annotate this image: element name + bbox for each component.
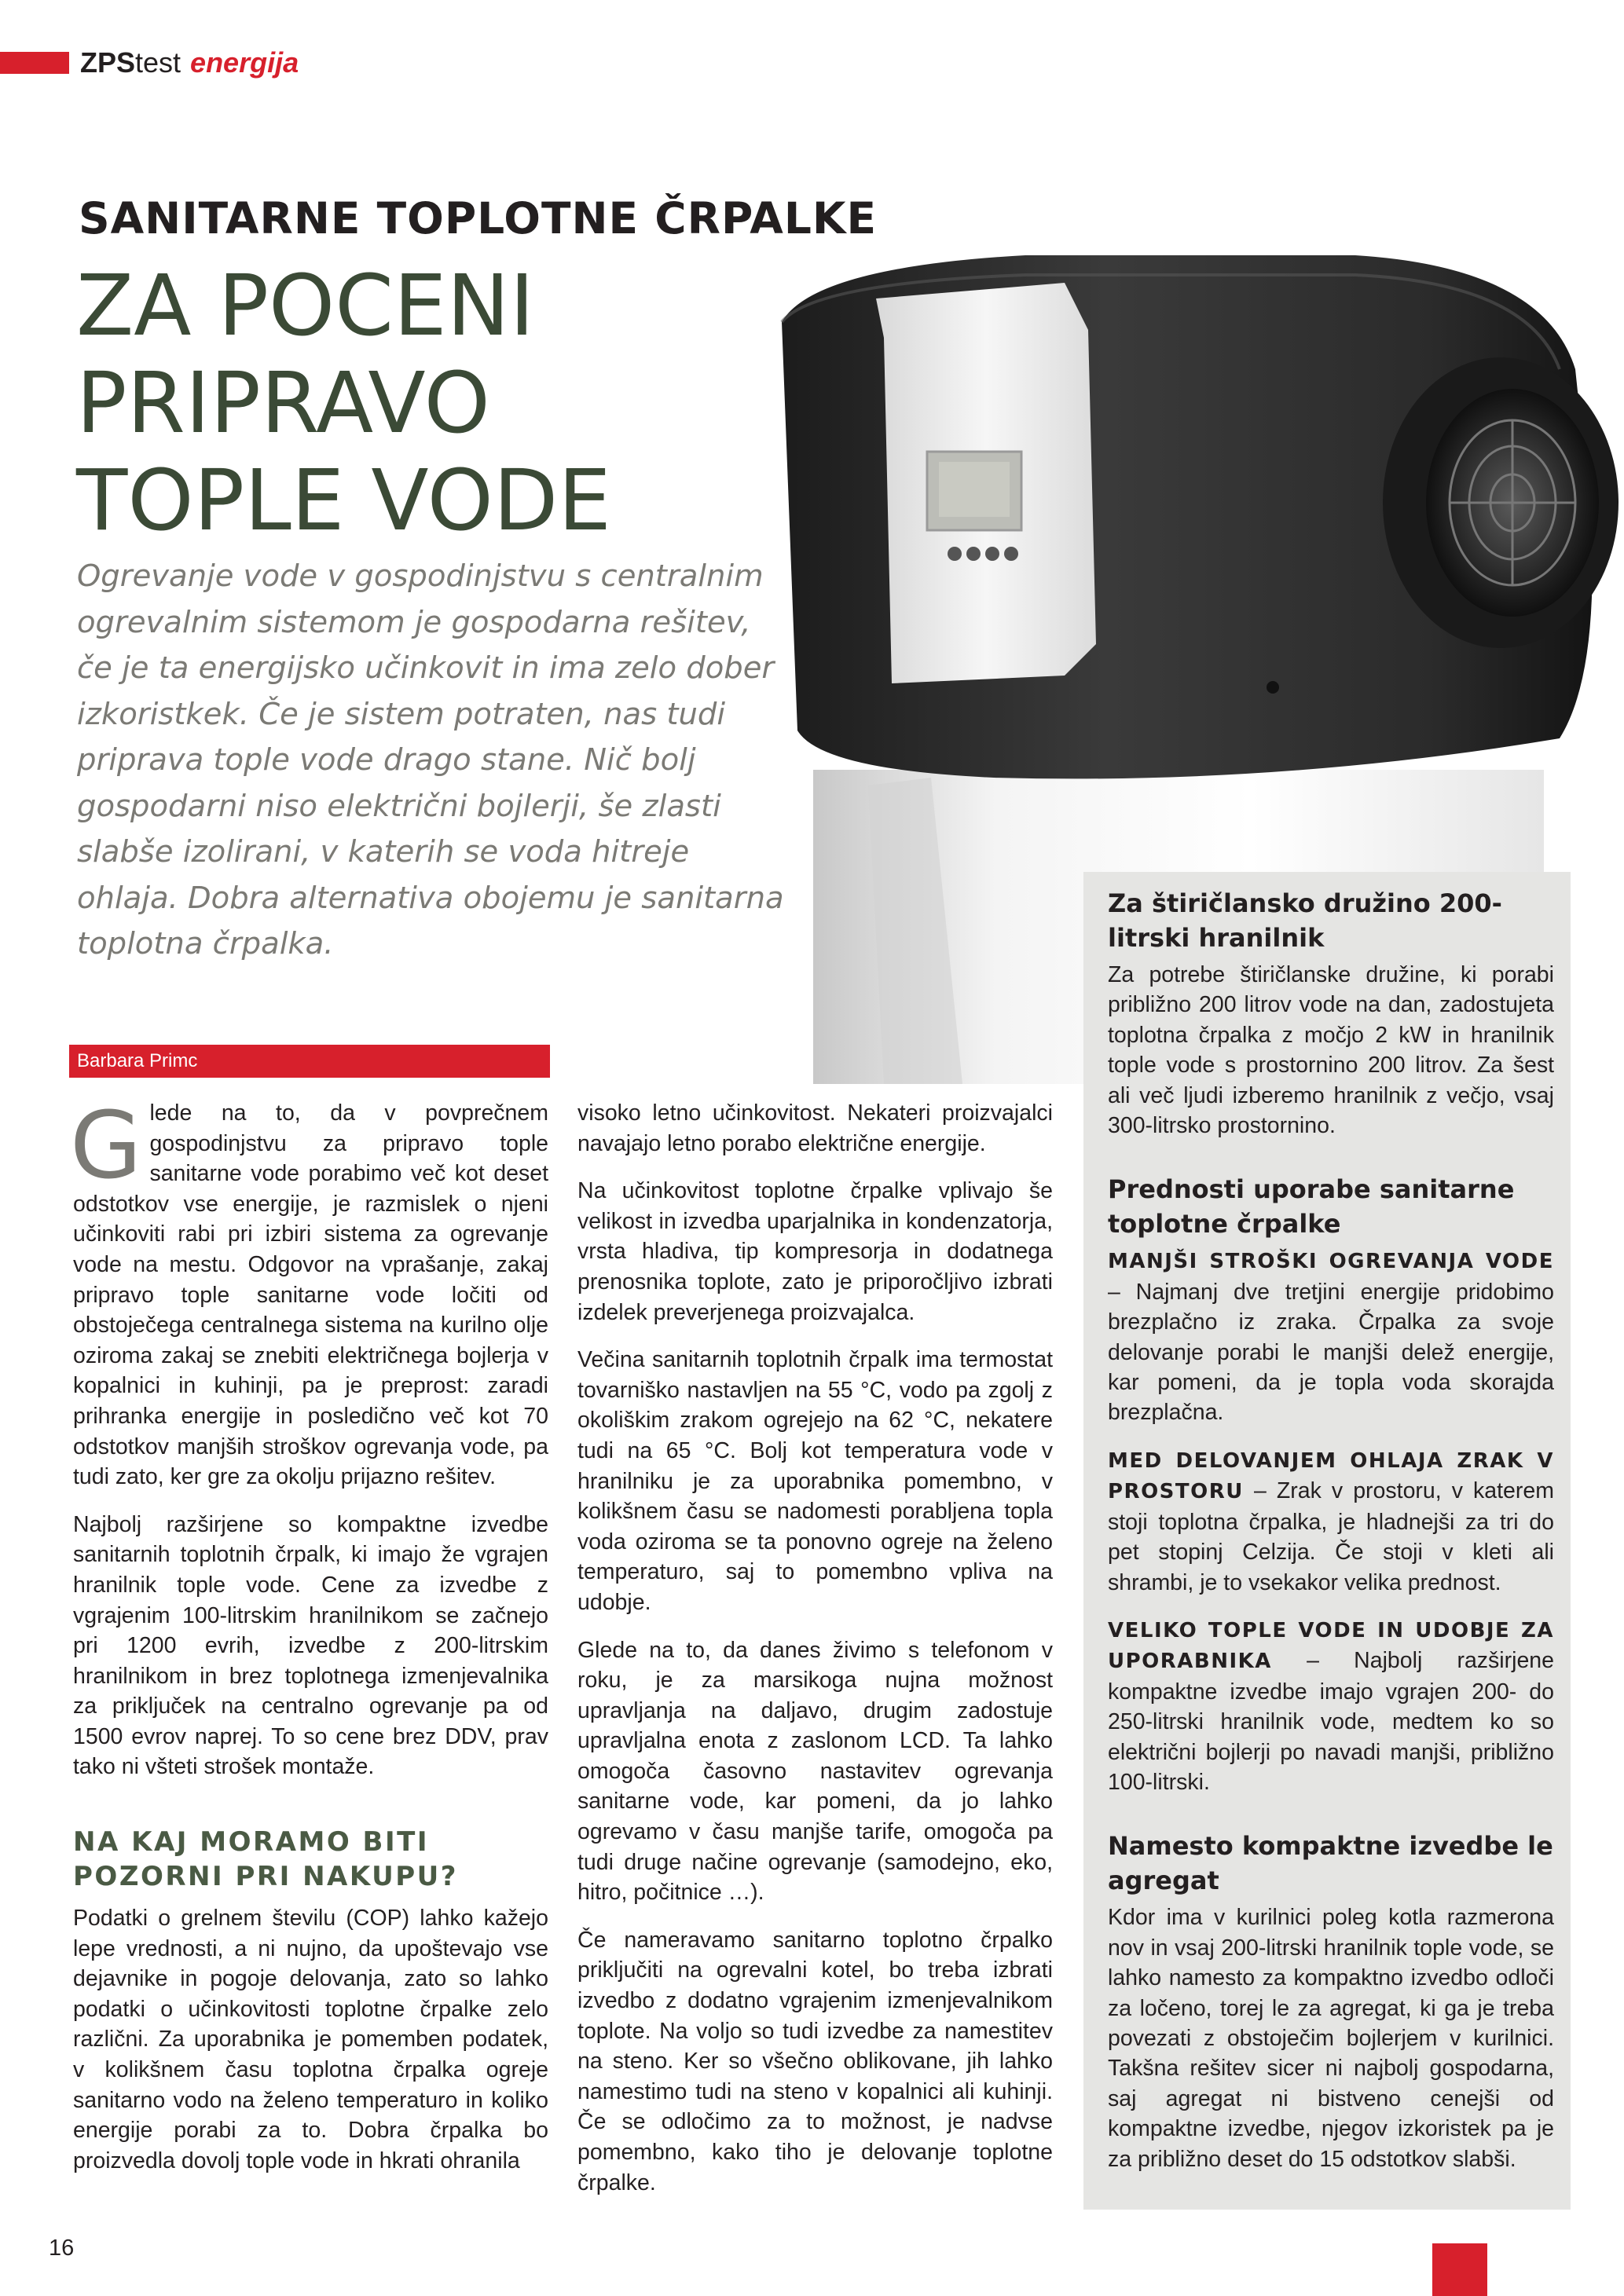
drop-cap: G [70,1091,142,1199]
article-lead: Ogrevanje vode v gospodinjstvu s centralnim ogrevalnim sistemom je gospodarna rešitev, če je ta energijsko učinkovit in ima zelo dober izkoristkek. Če je sistem potraten, nas tudi priprava tople vode drago stane. Nič bolj gospodarni niso električni bojlerji, še zlasti slabše izolirani, v katerih se voda hitreje ohlaja. Dobra alternativa obojemu je sanitarna toplotna črpalka. [77,558,784,961]
benefit-text: – Najmanj dve tretjini energije pridobimo brezplačno iz zraka. Črpalka za svoje delovanje porabi le manjši delež energije, kar pomeni, da je topla voda skorajda brezplačna. [1108,1279,1554,1426]
section-label: energija [190,46,299,79]
body-paragraph: Najbolj razširjene so kompaktne izvedbe sanitarnih toplotnih črpalk, ki imajo že vgrajen hranilnik tople vode. Cene za izvedbe z vgrajenim 100-litrskim hranilnikom se začnejo pri 1200 evrih, izvedbe z 200-litrskim hranilnikom in brez toplotnega izmenjevalnika za priključek na centralno ogrevanje pa od 1500 evrov naprej. To so cene brez DDV, prav tako ni všteti strošek montaže. [73,1511,548,1780]
sidebar-paragraph: Za potrebe štiričlanske družine, ki porabi približno 200 litrov vode na dan, zadostujeta toplotna črpalka z močjo 2 kW in hranilnik tople vode s prostornino 200 litrov. Za šest ali več ljudi izberemo hranilnik z večjo, vsaj 300-litrsko prostornino. [1108,962,1554,1139]
title-line: ZA POCENI [76,258,535,355]
footer-red-tab [1432,2243,1487,2296]
sidebar-heading: Namesto kompaktne izvedbe le agregat [1108,1831,1553,1896]
author-name: Barbara Primc [77,1050,198,1071]
article-title [76,258,783,550]
section-heading: NA KAJ MORAMO BITI POZORNI PRI NAKUPU? [73,1826,458,1893]
body-column-2 [577,1098,1053,2215]
body-paragraph: Večina sanitarnih toplotnih črpalk ima termostat tovarniško nastavljen na 55 °C, vodo pa zgolj z okoliškim zrakom ogrejejo na 62 °C, nekatere tudi na 65 °C. Bolj kot temperatura vode v hranilniku je za uporabnika pomembno, v kolikšnem času se nadomesti porabljena topla voda oziroma se ta ponovno ogreje na želeno temperaturo, saj to pomembno vpliva na udobje. [577,1347,1053,1615]
brand-light: test [135,46,181,79]
body-paragraph: Podatki o grelnem številu (COP) lahko kažejo lepe vrednosti, a ni nujno, da upoštevajo vse dejavnike in pogoje delovanja, zato so lahko podatki o učinkovitosti toplotne črpalke zelo različni. Za uporabnika je pomemben podatek, v kolikšnem času toplotna črpalka ogreje sanitarno vodo na želeno temperaturo in koliko energije porabi za to. Dobra črpalka bo proizvedla dovolj tople vode in hkrati ohranila [73,1906,548,2173]
sidebar-paragraph [1108,1615,1554,1797]
benefit-caption: MED DELOVANJEM OHLAJA ZRAK V PROSTORU [1108,1448,1554,1504]
sidebar-paragraph [1108,1246,1554,1427]
sidebar-heading: Za štiričlansko družino 200-litrski hranilnik [1108,888,1502,953]
benefit-caption: VELIKO TOPLE VODE IN UDOBJE ZA UPORABNIKA [1108,1618,1554,1674]
sidebar-paragraph: Kdor ima v kurilnici poleg kotla razmerona nov in vsaj 200-litrski hranilnik tople vode, se lahko namesto za kompaktno izvedbo odloči za ločeno, torej le za agregat, ki ga je treba povezati z obstoječim bojlerjem v kurilnici. Takšna rešitev sicer ni najbolj gospodarna, saj agregat ni bistveno cenejši od kompaktne izvedbe, njegov izkoristek pa je za približno deset do 15 odstotkov slabši. [1108,1905,1554,2172]
header-red-tab [0,52,69,74]
body-paragraph: visoko letno učinkovitost. Nekateri proizvajalci navajajo letno porabo električne energije. [577,1100,1053,1156]
benefit-caption: MANJŠI STROŠKI OGREVANJA VODE [1108,1250,1554,1274]
paragraph-text: lede na to, da v povprečnem gospodinjstvu za pripravo tople sanitarne vode porabimo več kot deset odstotkov vse energije, je razmislek o njeni učinkoviti rabi pri izbiri sistema za ogrevanje vode na mestu. Odgovor na vprašanje, zakaj pripravo tople sanitarne vode ločiti od obstoječega centralnega sistema na kurilno olje oziroma zakaj se znebiti električnega bojlerja v kopalnici in kuhinji, pa je preprost: zaradi prihranka energije in posledično več kot 70 odstotkov manjših stroškov ogrevanja vode, pa tudi zato, ker gre za okolju prijazno rešitev. [73,1100,548,1490]
body-paragraph: Če nameravamo sanitarno toplotno črpalko priključiti na ogrevalni kotel, bo treba izbrati izvedbo z dodatno vgrajenim izmenjevalnikom toplote. Na voljo so tudi izvedbe za namestitev na steno. Ker so všečno oblikovane, jih lahko namestimo tudi na steno v kopalnici ali kuhinji. Če se odločimo za to možnost, je nadvse pomembno, kako tiho je delovanje toplotne črpalke. [577,1927,1053,2195]
body-paragraph: Na učinkovitost toplotne črpalke vplivajo še velikost in izvedba uparjalnika in kondenzatorja, vrsta hladiva, tip kompresorja in dodatnega prenosnika toplote, zato je priporočljivo izbrati izdelek preverjenega proizvajalca. [577,1178,1053,1325]
benefit-text: – Zrak v prostoru, v katerem stoji toplotna črpalka, je hladnejši za tri do pet stopinj Celzija. Če stoji v kleti ali shrambi, je to vsekakor velika prednost. [1108,1478,1554,1595]
benefit-text: – Najbolj razširjene kompaktne izvedbe imajo vgrajen 200- do 250-litrski hranilnik vode, medtem ko so električni bojlerji po navadi manjši, približno 100-litrski. [1108,1648,1554,1795]
title-line: PRIPRAVO [76,355,490,452]
sidebar-content [1108,886,1554,2192]
body-column-1 [70,1091,548,2193]
article-kicker: SANITARNE TOPLOTNE ČRPALKE [79,193,878,244]
brand-bold: ZPS [80,46,136,79]
body-paragraph: Glede na to, da danes živimo s telefonom v roku, je za marsikoga nujna možnost upravljanja na daljavo, drugim zadostuje upravljalna enota z zaslonom LCD. Ta lahko omogoča časovno nastavitev ogrevanja sanitarne vode, kar pomeni, da jo lahko ogrevamo v času manjše tarife, omogoča pa tudi druge načine ogrevanje (samodejno, eko, hitro, počitnice …). [577,1637,1053,1906]
title-line: TOPLE VODE [76,452,611,550]
page-number: 16 [49,2236,75,2261]
body-paragraph [70,1091,548,1492]
sidebar-heading: Prednosti uporabe sanitarne toplotne črpalke [1108,1174,1515,1240]
magazine-brand [80,47,299,79]
sidebar-paragraph [1108,1445,1554,1598]
